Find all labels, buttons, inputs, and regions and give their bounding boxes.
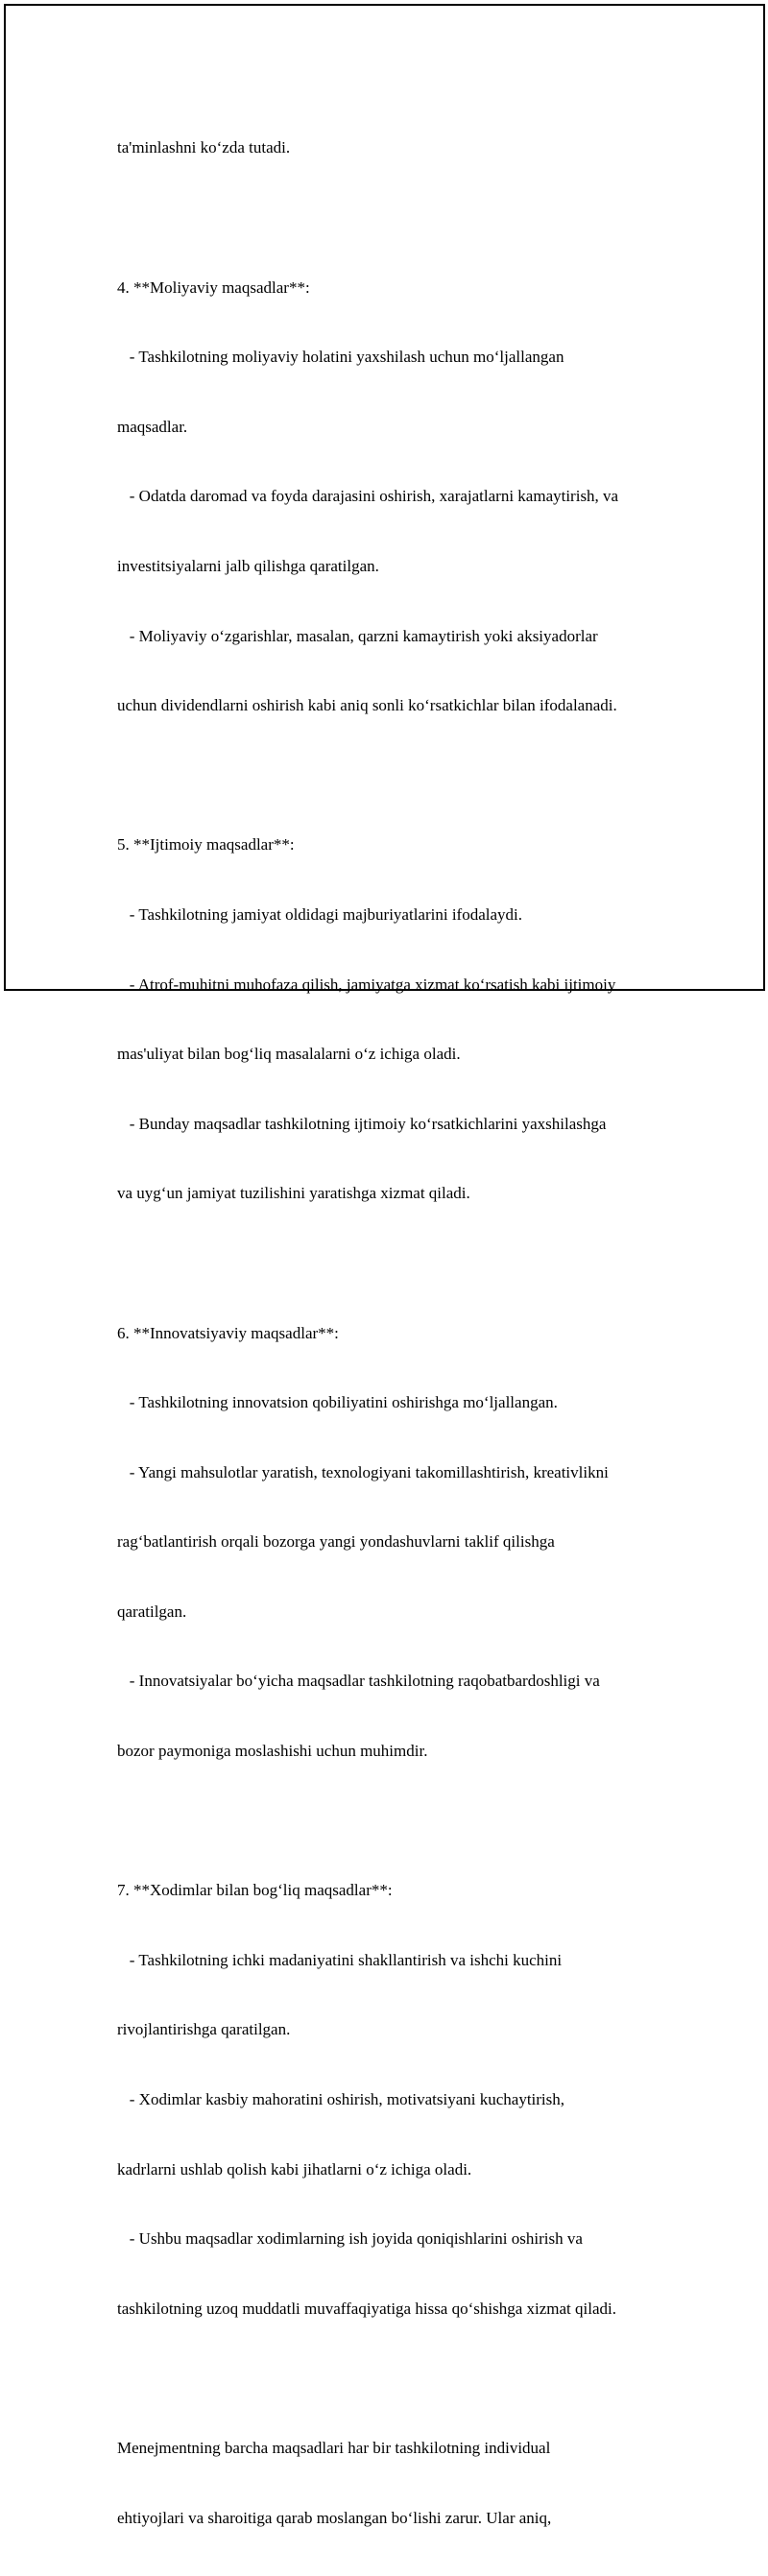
text-line: - Yangi mahsulotlar yaratish, texnologiyani takomillashtirish, kreativlikni xyxy=(117,1462,609,1481)
text-line: - Tashkilotning jamiyat oldidagi majburiyatlarini ifodalaydi. xyxy=(117,904,522,924)
text-line: tashkilotning uzoq muddatli muvaffaqiyatiga hissa qo‘shishga xizmat qiladi. xyxy=(117,2299,616,2318)
text-line: mas'uliyat bilan bog‘liq masalalarni o‘z ichiga oladi. xyxy=(117,1045,461,1064)
text-line: - Tashkilotning moliyaviy holatini yaxshilash uchun mo‘ljallangan xyxy=(117,348,564,367)
blank-line xyxy=(117,1252,674,1275)
text-line: rivojlantirishga qaratilgan. xyxy=(117,2020,291,2039)
text-line: - Xodimlar kasbiy mahoratini oshirish, motivatsiyani kuchaytirish, xyxy=(117,2090,565,2109)
blank-line xyxy=(117,764,674,787)
section-heading-ijtimoiy: 5. **Ijtimoiy maqsadlar**: xyxy=(117,835,295,855)
text-line: kadrlarni ushlab qolish kabi jihatlarni o‘z ichiga oladi. xyxy=(117,2159,472,2179)
text-line: investitsiyalarni jalb qilishga qaratilgan. xyxy=(117,556,379,575)
section-heading-innovatsiyaviy: 6. **Innovatsiyaviy maqsadlar**: xyxy=(117,1323,339,1342)
text-line: va uyg‘un jamiyat tuzilishini yaratishga xizmat qiladi. xyxy=(117,1184,470,1203)
text-line: - Ushbu maqsadlar xodimlarning ish joyida qoniqishlarini oshirish va xyxy=(117,2229,583,2249)
text-line: - Odatda daromad va foyda darajasini oshirish, xarajatlarni kamaytirish, va xyxy=(117,487,619,506)
text-line: - Innovatsiyalar bo‘yicha maqsadlar tashkilotning raqobatbardoshligi va xyxy=(117,1672,600,1691)
text-line: qaratilgan. xyxy=(117,1601,187,1621)
blank-line xyxy=(117,1810,674,1833)
text-line: ta'minlashni ko‘zda tutadi. xyxy=(117,138,291,157)
text-line: - Moliyaviy o‘zgarishlar, masalan, qarzni kamaytirish yoki aksiyadorlar xyxy=(117,626,598,645)
blank-line xyxy=(117,2367,674,2390)
text-line: - Tashkilotning ichki madaniyatini shakllantirish va ishchi kuchini xyxy=(117,1950,563,1969)
section-heading-xodimlar: 7. **Xodimlar bilan bog‘liq maqsadlar**: xyxy=(117,1881,393,1900)
text-line: - Tashkilotning innovatsion qobiliyatini oshirishga mo‘ljallangan. xyxy=(117,1393,558,1412)
document-page xyxy=(4,4,765,2527)
text-line: uchun dividendlarni oshirish kabi aniq sonli ko‘rsatkichlar bilan ifodalanadi. xyxy=(117,696,617,715)
text-line: Menejmentning barcha maqsadlari har bir tashkilotning individual xyxy=(117,2439,551,2457)
blank-line xyxy=(117,206,674,229)
document-body xyxy=(117,90,674,2576)
text-line: ehtiyojlari va sharoitiga qarab moslangan bo‘lishi zarur. Ular aniq, xyxy=(117,2508,552,2527)
section-heading-moliyaviy: 4. **Moliyaviy maqsadlar**: xyxy=(117,277,310,297)
text-line: - Bunday maqsadlar tashkilotning ijtimoiy ko‘rsatkichlarini yaxshilashga xyxy=(117,1114,607,1133)
text-line: maqsadlar. xyxy=(117,417,188,436)
text-line: rag‘batlantirish orqali bozorga yangi yondashuvlarni taklif qilishga xyxy=(117,1532,555,1552)
text-line: bozor paymoniga moslashishi uchun muhimdir. xyxy=(117,1742,428,1761)
text-line: - Atrof-muhitni muhofaza qilish, jamiyatga xizmat ko‘rsatish kabi ijtimoiy xyxy=(117,975,616,994)
